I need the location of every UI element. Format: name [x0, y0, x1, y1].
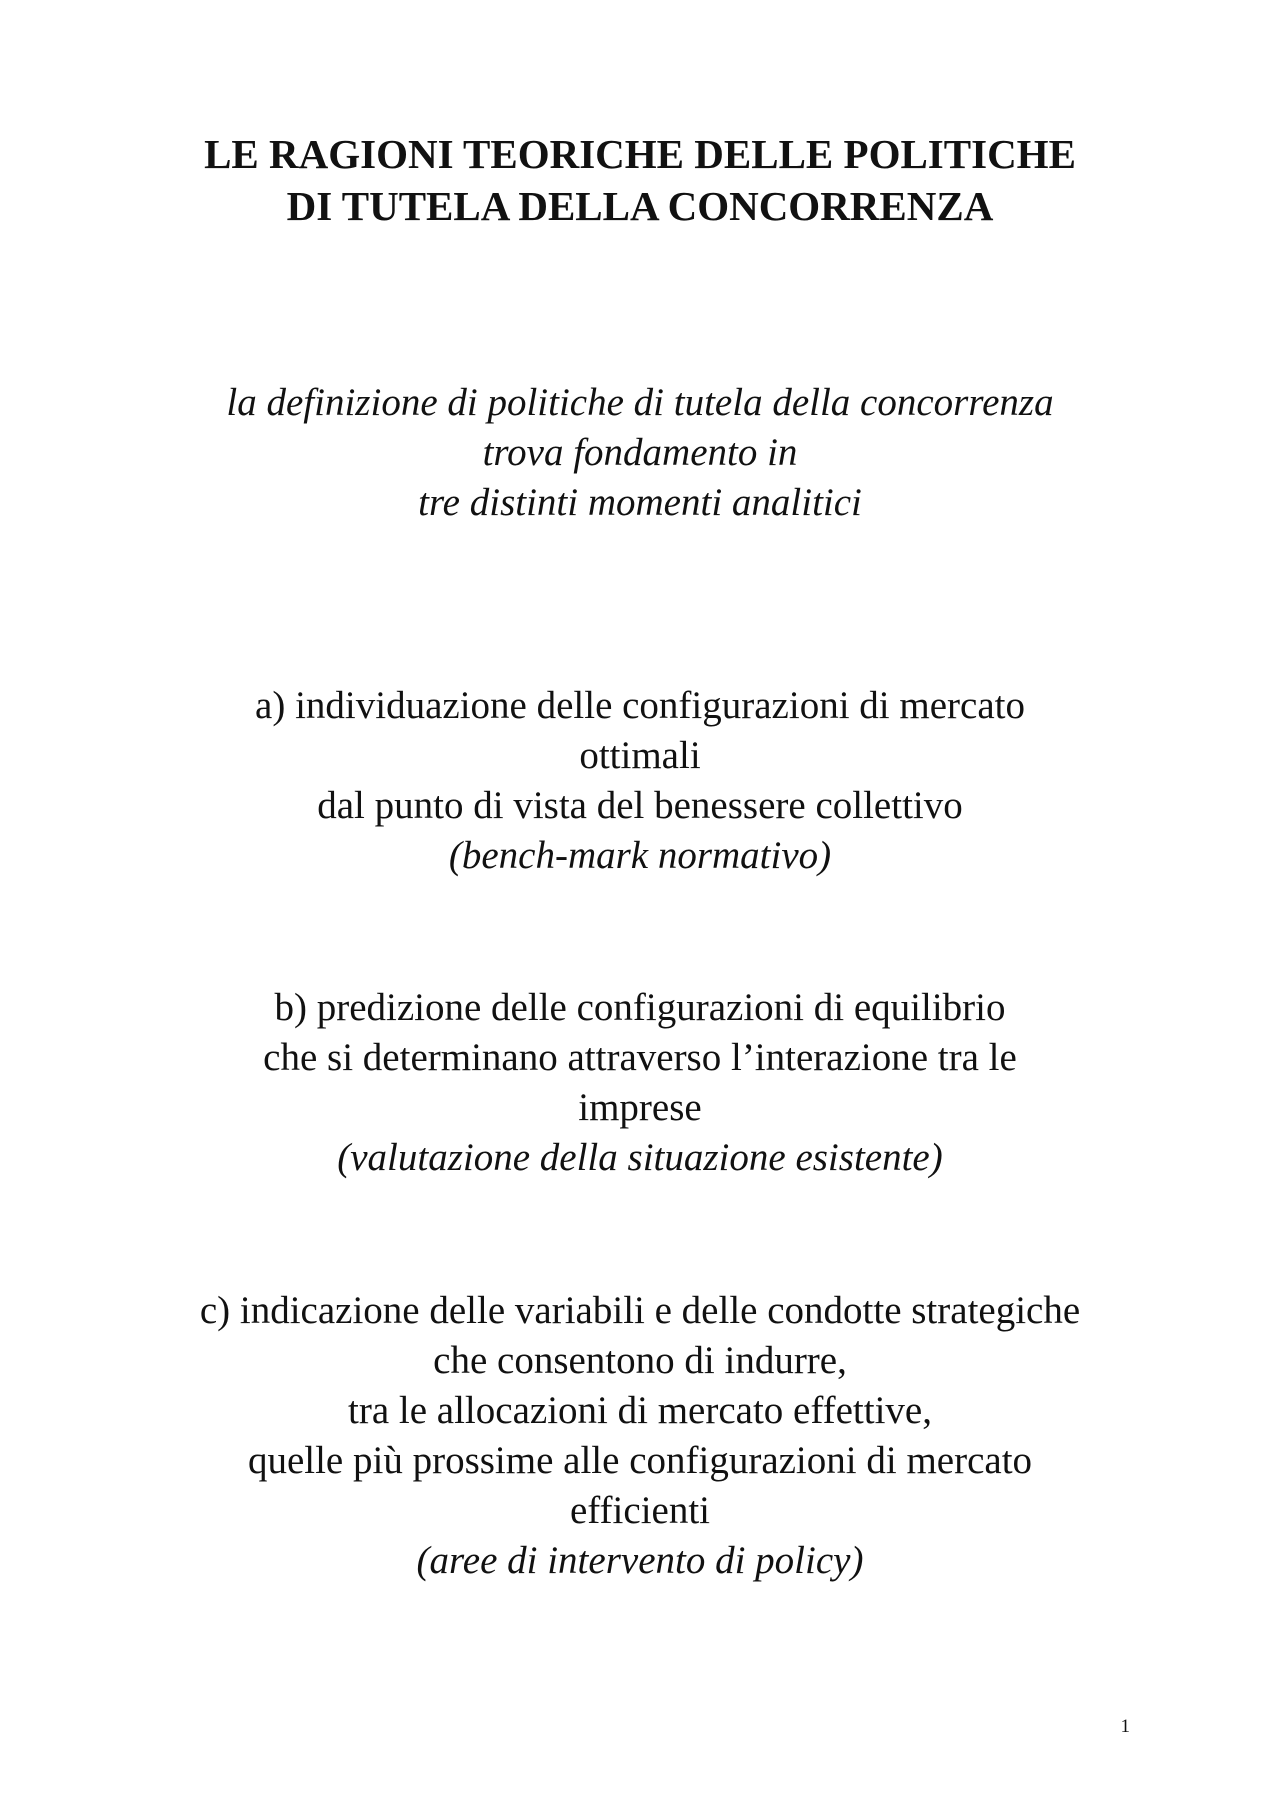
point-a-note: (bench-mark normativo) — [448, 834, 832, 877]
point-c-line-3: tra le allocazioni di mercato effettive, — [348, 1389, 932, 1432]
page-title — [0, 128, 1280, 232]
page-number: 1 — [1120, 1716, 1130, 1737]
point-a-line-3: dal punto di vista del benessere collettivo — [317, 784, 963, 827]
intro-line-1: la definizione di politiche di tutela della concorrenza — [226, 381, 1054, 424]
title-line-2: DI TUTELA DELLA CONCORRENZA — [286, 183, 994, 229]
point-b-note: (valutazione della situazione esistente) — [337, 1136, 943, 1179]
point-c-line-2: che consentono di indurre, — [433, 1339, 847, 1382]
point-a-line-2: ottimali — [579, 734, 701, 777]
intro-line-3: tre distinti momenti analitici — [418, 481, 862, 524]
title-line-1: LE RAGIONI TEORICHE DELLE POLITICHE — [204, 131, 1076, 177]
point-c-line-1: c) indicazione delle variabili e delle condotte strategiche — [199, 1289, 1081, 1332]
point-a — [0, 681, 1280, 881]
point-c-line-5: efficienti — [569, 1489, 711, 1532]
point-b-line-2: che si determinano attraverso l’interazione tra le — [263, 1036, 1017, 1079]
point-b-line-3: imprese — [578, 1086, 702, 1129]
point-a-line-1: a) individuazione delle configurazioni di mercato — [255, 684, 1025, 727]
point-c-note: (aree di intervento di policy) — [416, 1539, 864, 1582]
point-c-line-4: quelle più prossime alle configurazioni di mercato — [247, 1439, 1033, 1482]
point-b-line-1: b) predizione delle configurazioni di equilibrio — [274, 986, 1006, 1029]
point-b — [0, 983, 1280, 1183]
intro-line-2: trova fondamento in — [482, 431, 798, 474]
point-c — [0, 1286, 1280, 1586]
intro-paragraph — [0, 378, 1280, 528]
